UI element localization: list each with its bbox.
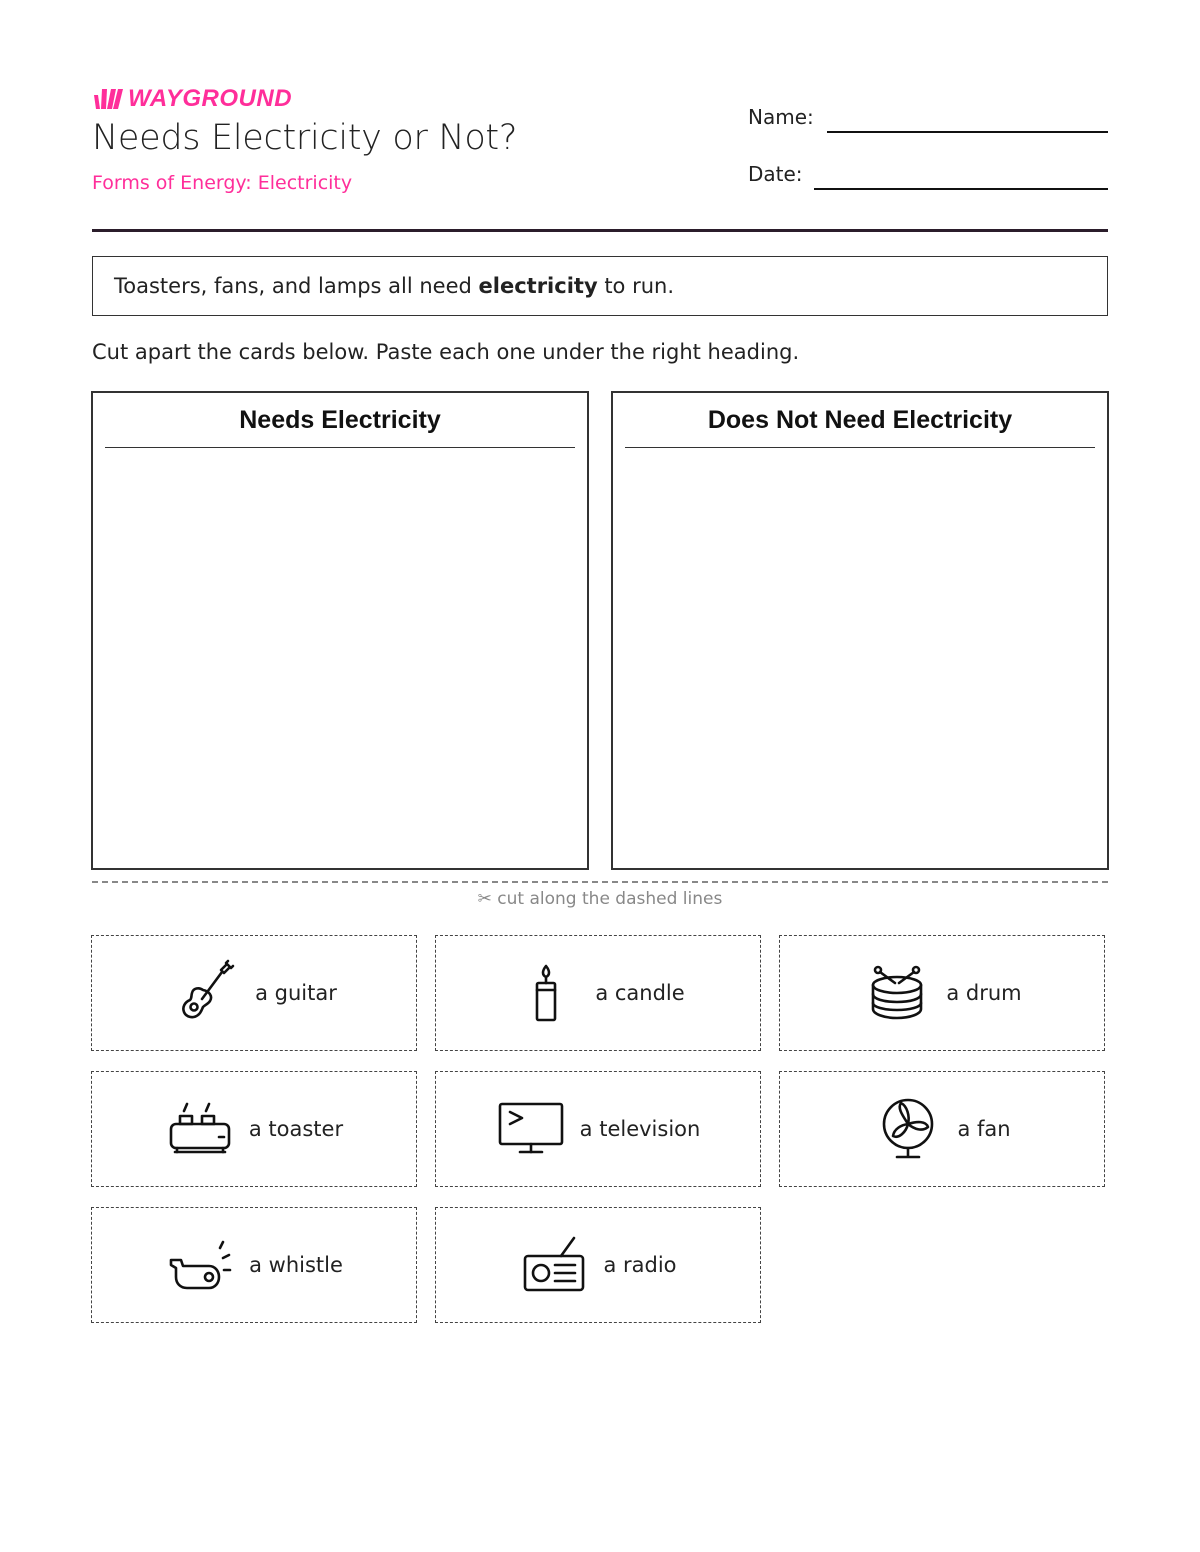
card-television[interactable] [435, 1071, 761, 1187]
no-electricity-column[interactable] [611, 391, 1109, 870]
page-subtitle: Forms of Energy: Electricity [92, 172, 353, 194]
wayground-logo-icon [92, 87, 124, 111]
fan-icon [873, 1094, 943, 1164]
intro-box [92, 256, 1108, 316]
card-label: a fan [957, 1117, 1011, 1141]
instruction: Cut apart the cards below. Paste each one under the right heading. [92, 340, 800, 364]
brand-logo [92, 86, 292, 112]
card-label: a whistle [249, 1253, 343, 1277]
intro-text: Toasters, fans, and lamps all need electricity to run. [114, 274, 675, 298]
candle-icon [511, 958, 581, 1028]
card-drum[interactable] [779, 935, 1105, 1051]
card-label: a guitar [255, 981, 337, 1005]
page-title: Needs Electricity or Not? [92, 118, 518, 158]
card-label: a drum [946, 981, 1022, 1005]
radio-icon [519, 1230, 589, 1300]
guitar-icon [171, 958, 241, 1028]
date-label: Date: [748, 162, 803, 186]
brand-name: WAYGROUND [128, 85, 293, 112]
needs-electricity-column[interactable] [91, 391, 589, 870]
column-heading: Does Not Need Electricity [625, 393, 1095, 448]
cut-line [92, 881, 1108, 883]
card-candle[interactable] [435, 935, 761, 1051]
intro-keyword: electricity [478, 274, 598, 298]
card-guitar[interactable] [91, 935, 417, 1051]
cut-note: ✂ cut along the dashed lines [477, 889, 723, 909]
toaster-icon [165, 1094, 235, 1164]
card-toaster[interactable] [91, 1071, 417, 1187]
card-whistle[interactable] [91, 1207, 417, 1323]
card-fan[interactable] [779, 1071, 1105, 1187]
card-label: a television [579, 1117, 701, 1141]
card-radio[interactable] [435, 1207, 761, 1323]
card-label: a toaster [248, 1117, 344, 1141]
card-label: a candle [595, 981, 685, 1005]
name-label: Name: [748, 105, 814, 129]
whistle-icon [165, 1230, 235, 1300]
column-heading: Needs Electricity [105, 393, 575, 448]
name-field[interactable] [827, 131, 1108, 133]
card-label: a radio [603, 1253, 677, 1277]
date-field[interactable] [814, 188, 1108, 190]
header-divider [92, 229, 1108, 232]
drum-icon [862, 958, 932, 1028]
television-icon [496, 1094, 566, 1164]
